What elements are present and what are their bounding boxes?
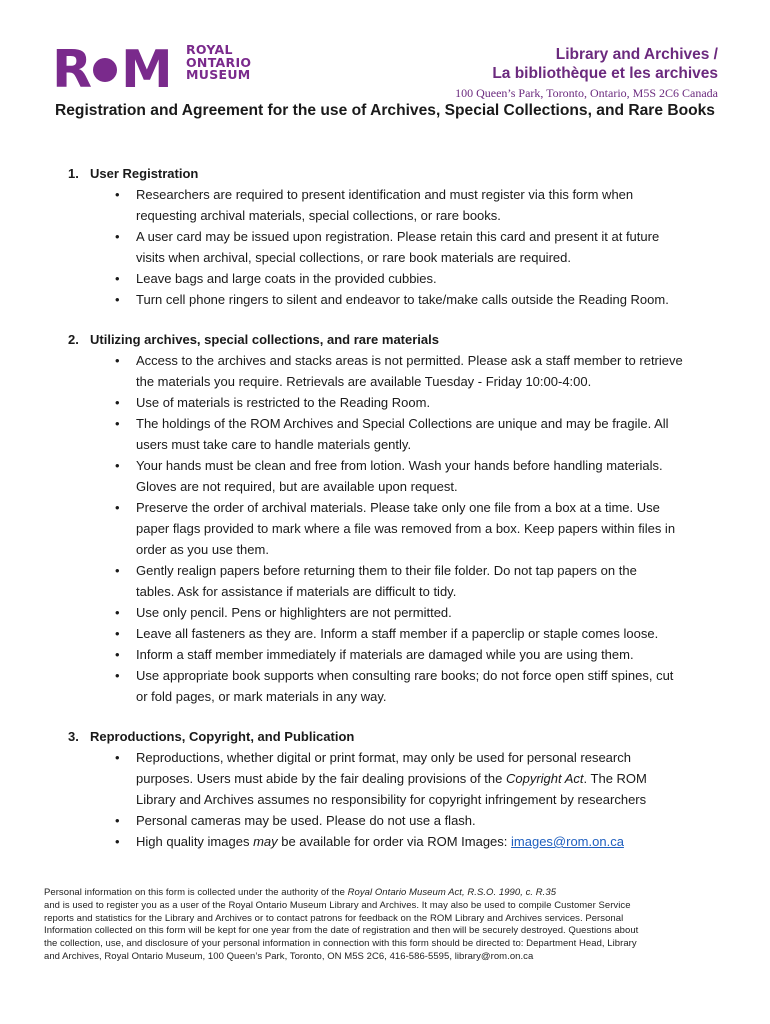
list-item: • Leave all fasteners as they are. Inform a staff member if a paperclip or staple comes loose.: [68, 623, 728, 644]
rom-logo-wordmark: [186, 44, 251, 82]
list-item: • Use only pencil. Pens or highlighters are not permitted.: [68, 602, 728, 623]
logo-line-museum: MUSEUM: [186, 67, 251, 82]
list-item: • Inform a staff member immediately if materials are damaged while you are using them.: [68, 644, 728, 665]
logo-dot: [93, 58, 117, 82]
bullet-list: [68, 747, 728, 852]
header-address: 100 Queen’s Park, Toronto, Ontario, M5S 2C6 Canada: [455, 86, 718, 100]
list-item: • Personal cameras may be used. Please do not use a flash.: [68, 810, 728, 831]
bullet-icon: •: [115, 271, 120, 286]
privacy-line: reports and statistics for the Library and Archives or to contact patrons for feedback on the ROM Library and Archives services. Personal: [44, 912, 624, 924]
list-item: • A user card may be issued upon registration. Please retain this card and present it at future visits when archival, special collections, or rare book materials are required.: [68, 226, 728, 268]
list-item: • Turn cell phone ringers to silent and endeavor to take/make calls outside the Reading Room.: [68, 289, 728, 310]
bullet-icon: •: [115, 813, 120, 828]
section-reproductions: [68, 727, 728, 852]
bullet-icon: •: [115, 500, 120, 515]
privacy-notice: [44, 887, 734, 964]
privacy-line: and is used to register you as a user of the Royal Ontario Museum Library and Archives. It may also be used to compile Customer Service: [44, 899, 631, 911]
rom-images-email-link[interactable]: images@rom.on.ca: [511, 834, 624, 849]
document-title: Registration and Agreement for the use of Archives, Special Collections, and Rare Books: [54, 102, 715, 119]
copyright-act-emphasis: Copyright Act: [505, 771, 584, 786]
logo-letter-r: R: [52, 40, 91, 100]
logo-line-ontario: ONTARIO: [186, 54, 252, 70]
bullet-icon: •: [115, 458, 120, 473]
list-item: • Use appropriate book supports when consulting rare books; do not force open stiff spines, cut or fold pages, or mark materials in any way.: [68, 665, 728, 707]
section-title: Reproductions, Copyright, and Publication: [90, 729, 355, 744]
bullet-icon: •: [115, 229, 120, 244]
list-item: • Use of materials is restricted to the Reading Room.: [68, 392, 728, 413]
section-title: Utilizing archives, special collections, and rare materials: [90, 332, 439, 347]
list-item: • Preserve the order of archival materials. Please take only one file from a box at a time. Use paper flags provided to mark where a file was removed from a box. Keep papers within files in order as you use them.: [68, 497, 728, 560]
act-citation: Royal Ontario Museum Act, R.S.O. 1990, c. R.35: [347, 887, 557, 898]
list-item: • Access to the archives and stacks areas is not permitted. Please ask a staff member to retrieve the materials you require. Retrievals are available Tuesday - Friday 10:00-4:00.: [68, 350, 728, 392]
bullet-icon: •: [115, 416, 120, 431]
privacy-line: Information collected on this form will be kept for one year from the date of registration and then will be securely destroyed. Questions about: [44, 925, 639, 937]
list-item: • Researchers are required to present identification and must register via this form when requesting archival materials, special collections, or rare books.: [68, 184, 728, 226]
bullet-icon: •: [115, 395, 120, 410]
bullet-icon: •: [115, 834, 120, 849]
bullet-icon: •: [115, 353, 120, 368]
bullet-icon: •: [115, 647, 120, 662]
bullet-icon: •: [115, 605, 120, 620]
section-heading: [68, 164, 728, 184]
bullet-icon: •: [115, 668, 120, 683]
bullet-icon: •: [115, 750, 120, 765]
section-user-registration: [68, 164, 728, 310]
logo-letter-m: M: [121, 40, 171, 100]
list-item: • Your hands must be clean and free from lotion. Wash your hands before handling materials. Gloves are not required, but are available upon request.: [68, 455, 728, 497]
section-number: 3.: [68, 729, 79, 744]
bullet-list: [68, 350, 728, 707]
bullet-icon: •: [115, 563, 120, 578]
header-title-french: La bibliothèque et les archives: [492, 65, 718, 82]
privacy-line: the collection, use, and disclosure of your personal information in connection with this form should be directed to: Department Head, Library: [44, 938, 637, 950]
list-item: • Leave bags and large coats in the provided cubbies.: [68, 268, 728, 289]
bullet-icon: •: [115, 187, 120, 202]
section-number: 1.: [68, 166, 79, 181]
header-block: [455, 45, 718, 101]
privacy-line: and Archives, Royal Ontario Museum, 100 Queen’s Park, Toronto, ON M5S 2C6, 416-586-5595, library@rom.on.ca: [44, 950, 534, 962]
section-heading: [68, 330, 728, 350]
section-number: 2.: [68, 332, 79, 347]
section-title: User Registration: [90, 166, 199, 181]
rom-logo-mark: [52, 40, 171, 100]
section-heading: [68, 727, 728, 747]
bullet-icon: •: [115, 626, 120, 641]
bullet-icon: •: [115, 292, 120, 307]
header-title-english: Library and Archives /: [555, 46, 718, 63]
list-item: • Gently realign papers before returning them to their file folder. Do not tap papers on the tables. Ask for assistance if materials are difficult to tidy.: [68, 560, 728, 602]
logo-line-royal: ROYAL: [186, 42, 233, 57]
list-item: • The holdings of the ROM Archives and Special Collections are unique and may be fragile. All users must take care to handle materials gently.: [68, 413, 728, 455]
list-item: • Reproductions, whether digital or print format, may only be used for personal research purposes. Users must abide by the fair dealing provisions of the Copyright Act. The ROM Library and Archives assumes no responsibility for copyright infringement by researchers: [68, 747, 728, 810]
bullet-list: [68, 184, 728, 310]
section-utilizing-archives: [68, 330, 728, 707]
privacy-line: Personal information on this form is collected under the authority of the Royal Ontario Museum Act, R.S.O. 1990, c. R.35: [44, 887, 557, 898]
list-item: • High quality images may be available for order via ROM Images: images@rom.on.ca: [68, 831, 728, 852]
